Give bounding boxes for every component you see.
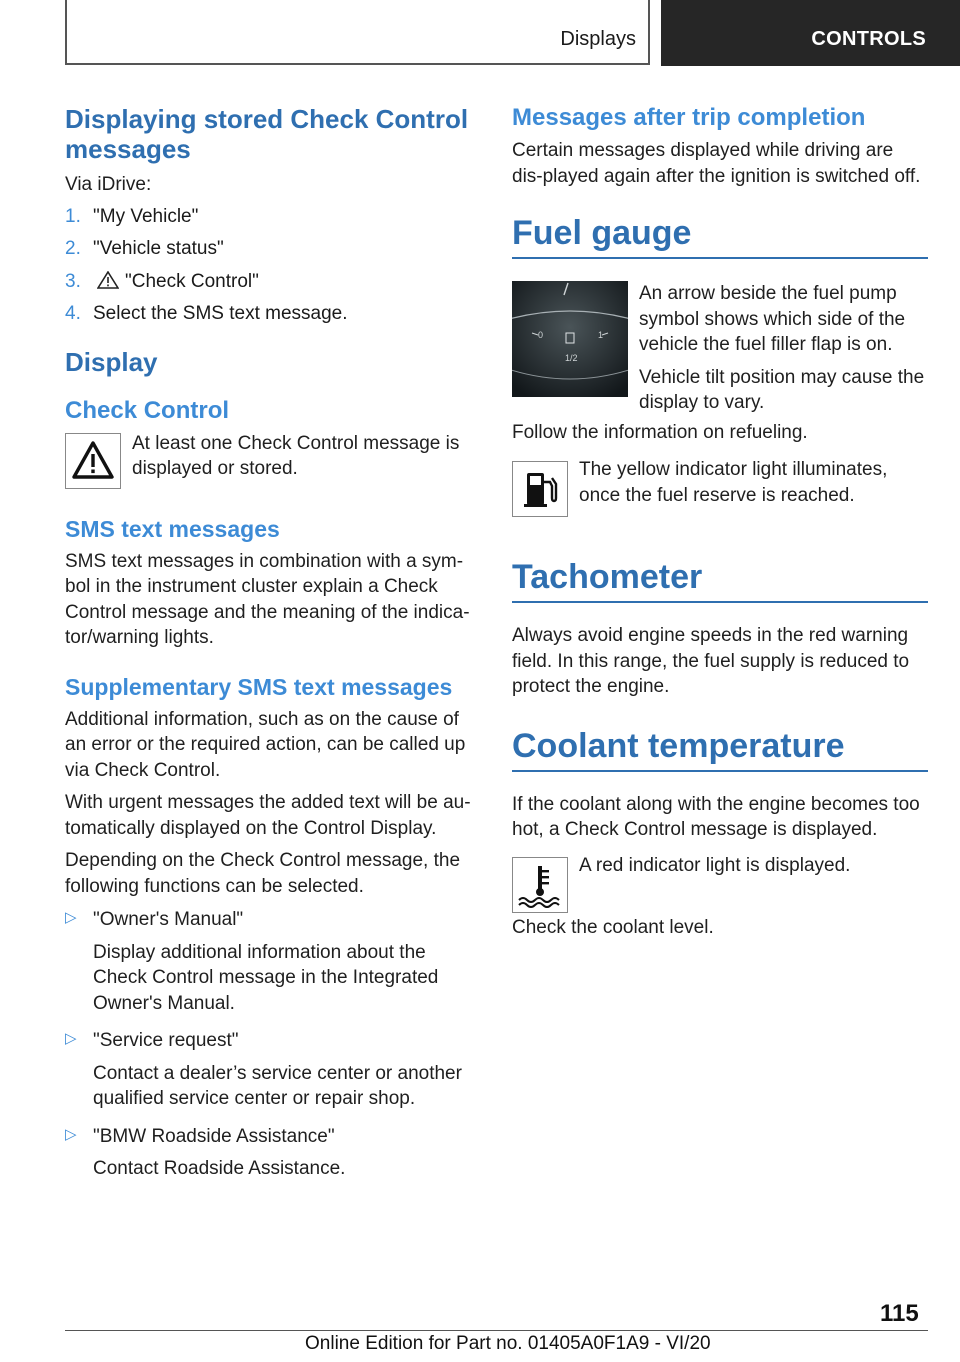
- tachometer-text: Always avoid engine speeds in the red warning field. In this range, the fuel supply is reduced to protect the engine.: [512, 625, 910, 697]
- heading-rule: [512, 257, 928, 259]
- function-label: "Service request": [93, 1030, 239, 1051]
- coolant-check-text: Check the coolant level.: [512, 916, 714, 938]
- warning-icon-box: [65, 433, 121, 489]
- bullet-triangle-icon: ▷: [65, 909, 77, 926]
- step-number: 4.: [65, 303, 81, 324]
- check-control-text: At least one Check Control message is displayed or stored.: [132, 432, 460, 479]
- coolant-temperature-icon: [513, 858, 567, 912]
- via-idrive-text: Via iDrive:: [65, 174, 152, 195]
- gauge-label-full: 1: [598, 330, 604, 340]
- function-label: "BMW Roadside Assistance": [93, 1125, 335, 1147]
- step-text: Select the SMS text message.: [93, 303, 348, 324]
- step-text: "Vehicle status": [93, 238, 224, 259]
- tachometer-section: [512, 557, 928, 603]
- display-heading: Display: [65, 346, 158, 377]
- function-label: "Owner's Manual": [93, 909, 244, 930]
- fuel-gauge-section: [512, 213, 928, 259]
- supplementary-heading: Supplementary SMS text messages: [65, 673, 453, 700]
- tachometer-heading: Tachometer: [512, 558, 703, 596]
- heading-rule: [512, 770, 928, 772]
- trip-completion-heading: Messages after trip completion: [512, 104, 866, 131]
- supplementary-paragraph-1: Additional information, such as on the cause of an error or the required action, can be called up via Check Control.: [65, 708, 466, 781]
- step-1[interactable]: [65, 204, 475, 230]
- header-divider: [648, 0, 650, 64]
- coolant-indicator-text: A red indicator light is displayed.: [579, 854, 851, 876]
- supplementary-paragraph-2: With urgent messages the added text will be au‐tomatically displayed on the Control Display.: [65, 792, 471, 839]
- fuel-reserve-row: [512, 457, 928, 517]
- fuel-gauge-image: [512, 281, 628, 397]
- fuel-gauge-row: [512, 281, 928, 416]
- step-number: 2.: [65, 238, 81, 259]
- step-number: 1.: [65, 205, 81, 227]
- footer-rule: [65, 1330, 928, 1331]
- right-column: [512, 100, 928, 940]
- function-description: Contact Roadside Assistance.: [93, 1158, 346, 1179]
- header-rule: [65, 63, 650, 65]
- sms-text: SMS text messages in combination with a sym‐bol in the instrument cluster explain a Check Control message and the meaning of the indica‐tor/warning lights.: [65, 550, 470, 648]
- fuel-paragraph-2: Vehicle tilt position may cause the display to vary.: [639, 366, 925, 413]
- coolant-heading: Coolant temperature: [512, 726, 845, 765]
- coolant-icon-box: [512, 857, 568, 913]
- function-owners-manual[interactable]: [65, 907, 475, 1016]
- trip-completion-text: Certain messages displayed while driving are dis‐played again after the ignition is switched off.: [512, 140, 921, 187]
- fuel-gauge-heading: Fuel gauge: [512, 214, 692, 252]
- step-text: "My Vehicle": [93, 205, 199, 227]
- fuel-reserve-text: The yellow indicator light illuminates, once the fuel reserve is reached.: [579, 459, 888, 506]
- gauge-label-empty: 0: [538, 330, 544, 340]
- stored-messages-heading: Displaying stored Check Control messages: [65, 104, 469, 164]
- step-number: 3.: [65, 270, 81, 292]
- bullet-triangle-icon: ▷: [65, 1030, 77, 1047]
- sms-heading: SMS text messages: [65, 515, 280, 542]
- fuel-gauge-dial-icon: [512, 281, 628, 397]
- step-3[interactable]: [65, 269, 475, 295]
- fuel-pump-icon: [513, 462, 567, 516]
- header-left-line: [65, 0, 67, 64]
- footer-edition-text: Online Edition for Part no. 01405A0F1A9 - VI/20: [305, 1333, 711, 1354]
- coolant-paragraph-1: If the coolant along with the engine becomes too hot, a Check Control message is displayed.: [512, 793, 920, 840]
- step-text: "Check Control": [125, 270, 259, 292]
- left-column: [65, 100, 475, 1189]
- heading-rule: [512, 601, 928, 603]
- bullet-triangle-icon: ▷: [65, 1125, 77, 1143]
- fuel-paragraph-1: An arrow beside the fuel pump symbol shows which side of the vehicle the fuel filler flap is on.: [639, 283, 906, 355]
- chapter-tab[interactable]: [661, 0, 960, 66]
- function-roadside-assistance[interactable]: [65, 1124, 475, 1182]
- warning-triangle-icon: [66, 434, 120, 488]
- function-description: Contact a dealer’s service center or another qualified service center or repair shop.: [93, 1062, 462, 1109]
- function-service-request[interactable]: [65, 1028, 475, 1112]
- warning-triangle-icon: [97, 271, 119, 289]
- page-number: 115: [880, 1300, 919, 1327]
- function-list: [65, 907, 475, 1182]
- idrive-steps: [65, 204, 475, 327]
- fuel-pump-icon-box: [512, 461, 568, 517]
- step-2[interactable]: [65, 236, 475, 262]
- chapter-tab-label: CONTROLS: [811, 28, 926, 50]
- supplementary-paragraph-3: Depending on the Check Control message, the following functions can be selected.: [65, 850, 461, 897]
- header-section-title: Displays: [560, 28, 636, 50]
- gauge-label-half: 1/2: [565, 353, 578, 363]
- step-4[interactable]: [65, 301, 475, 327]
- check-control-row: [65, 431, 475, 491]
- coolant-section: [512, 726, 928, 772]
- check-control-heading: Check Control: [65, 396, 230, 424]
- function-description: Display additional information about the Check Control message in the Integrated Owner's Manual.: [93, 941, 439, 1014]
- coolant-indicator-row: [512, 853, 928, 913]
- refuel-info-text: Follow the information on refueling.: [512, 421, 808, 443]
